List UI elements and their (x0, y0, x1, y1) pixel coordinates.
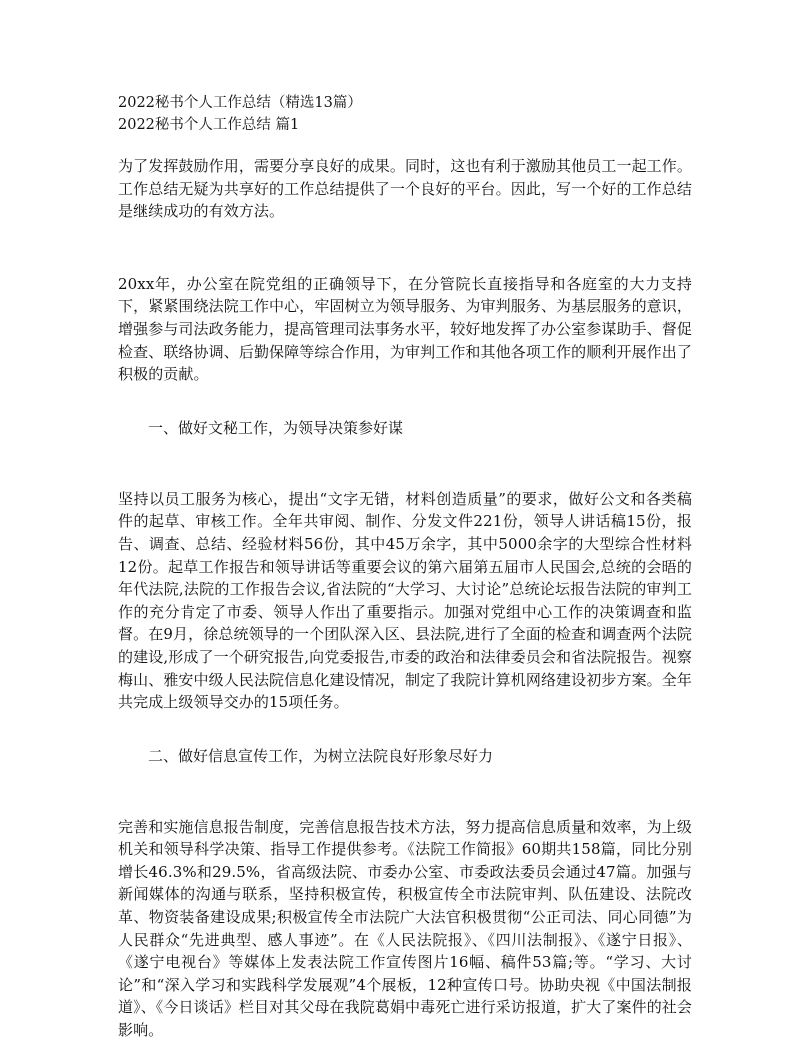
spacer (118, 136, 692, 155)
intro-paragraph: 为了发挥鼓励作用，需要分享良好的成果。同时，这也有利于激励其他员工一起工作。工作总结无疑为共享好的工作总结提供了一个良好的平台。因此，写一个好的工作总结是继续成功的有效方法。 (118, 157, 692, 221)
body-paragraph-1: 20xx年，办公室在院党组的正确领导下，在分管院长直接指导和各庭室的大力支持下，紧紧围绕法院工作中心，牢固树立为领导服务、为审判服务、为基层服务的意识，增强参与司法政务能力，提高管理司法事务水平，较好地发挥了办公室参谋助手、督促检查、联络协调、后勤保障等综合作用，为审判工作和其他各项工作的顺利开展作出了积极的贡献。 (118, 274, 692, 384)
document-page (118, 92, 692, 1042)
spacer (118, 767, 692, 816)
body-paragraph-3: 完善和实施信息报告制度，完善信息报告技术方法，努力提高信息质量和效率，为上级机关和领导科学决策、指导工作提供参考。《法院工作简报》60期共158篇，同比分别增长46.3%和29.5%，省高级法院、市委办公室、市委政法委员会通过47篇。加强与新闻媒体的沟通与联系，坚持积极宣传，积极宣传全市法院审判、队伍建设、法院改革、物资装备建设成果;积极宣传全市法院广大法官积极贯彻“公正司法、同心同德”为人民群众“先进典型、感人事迹”。在《人民法院报》、《四川法制报》、《遂宁日报》、《遂宁电视台》等媒体上发表法院工作宣传图片16幅、稿件53篇;等。“学习、大讨论”和“深入学习和实践科学发展观”4个展板，12种宣传口号。协助央视《中国法制报道》、《今日谈话》栏目对其父母在我院葛娟中毒死亡进行采访报道，扩大了案件的社会影响。 (118, 817, 692, 1040)
spacer (118, 714, 692, 745)
section-heading-2: 二、做好信息宣传工作，为树立法院良好形象尽好力 (148, 746, 494, 765)
spacer (118, 439, 692, 488)
section-heading-1: 一、做好文秘工作，为领导决策参好谋 (148, 418, 404, 437)
document-subtitle: 2022秘书个人工作总结 篇1 (118, 117, 300, 133)
spacer (118, 386, 692, 417)
document-title: 2022秘书个人工作总结（精选13篇） (118, 95, 362, 111)
body-paragraph-2: 坚持以员工服务为核心，提出“文字无错，材料创造质量”的要求，做好公文和各类稿件的起草、审核工作。全年共审阅、制作、分发文件221份，领导人讲话稿15份，报告、调查、总结、经验材料56份，其中45万余字，其中5000余字的大型综合性材料12份。起草工作报告和领导讲话等重要会议的第六届第五届市人民国会,总统的会晤的年代法院,法院的工作报告会议,省法院的“大学习、大讨论”总统论坛报告法院的审判工作的充分肯定了市委、领导人作出了重要指示。加强对党组中心工作的决策调查和监督。在9月，徐总统领导的一个团队深入区、县法院,进行了全面的检查和调查两个法院的建设,形成了一个研究报告,向党委报告,市委的政治和法律委员会和省法院报告。视察梅山、雅安中级人民法院信息化建设情况，制定了我院计算机网络建设初步方案。全年共完成上级领导交办的15项任务。 (118, 489, 692, 712)
spacer (118, 223, 692, 273)
